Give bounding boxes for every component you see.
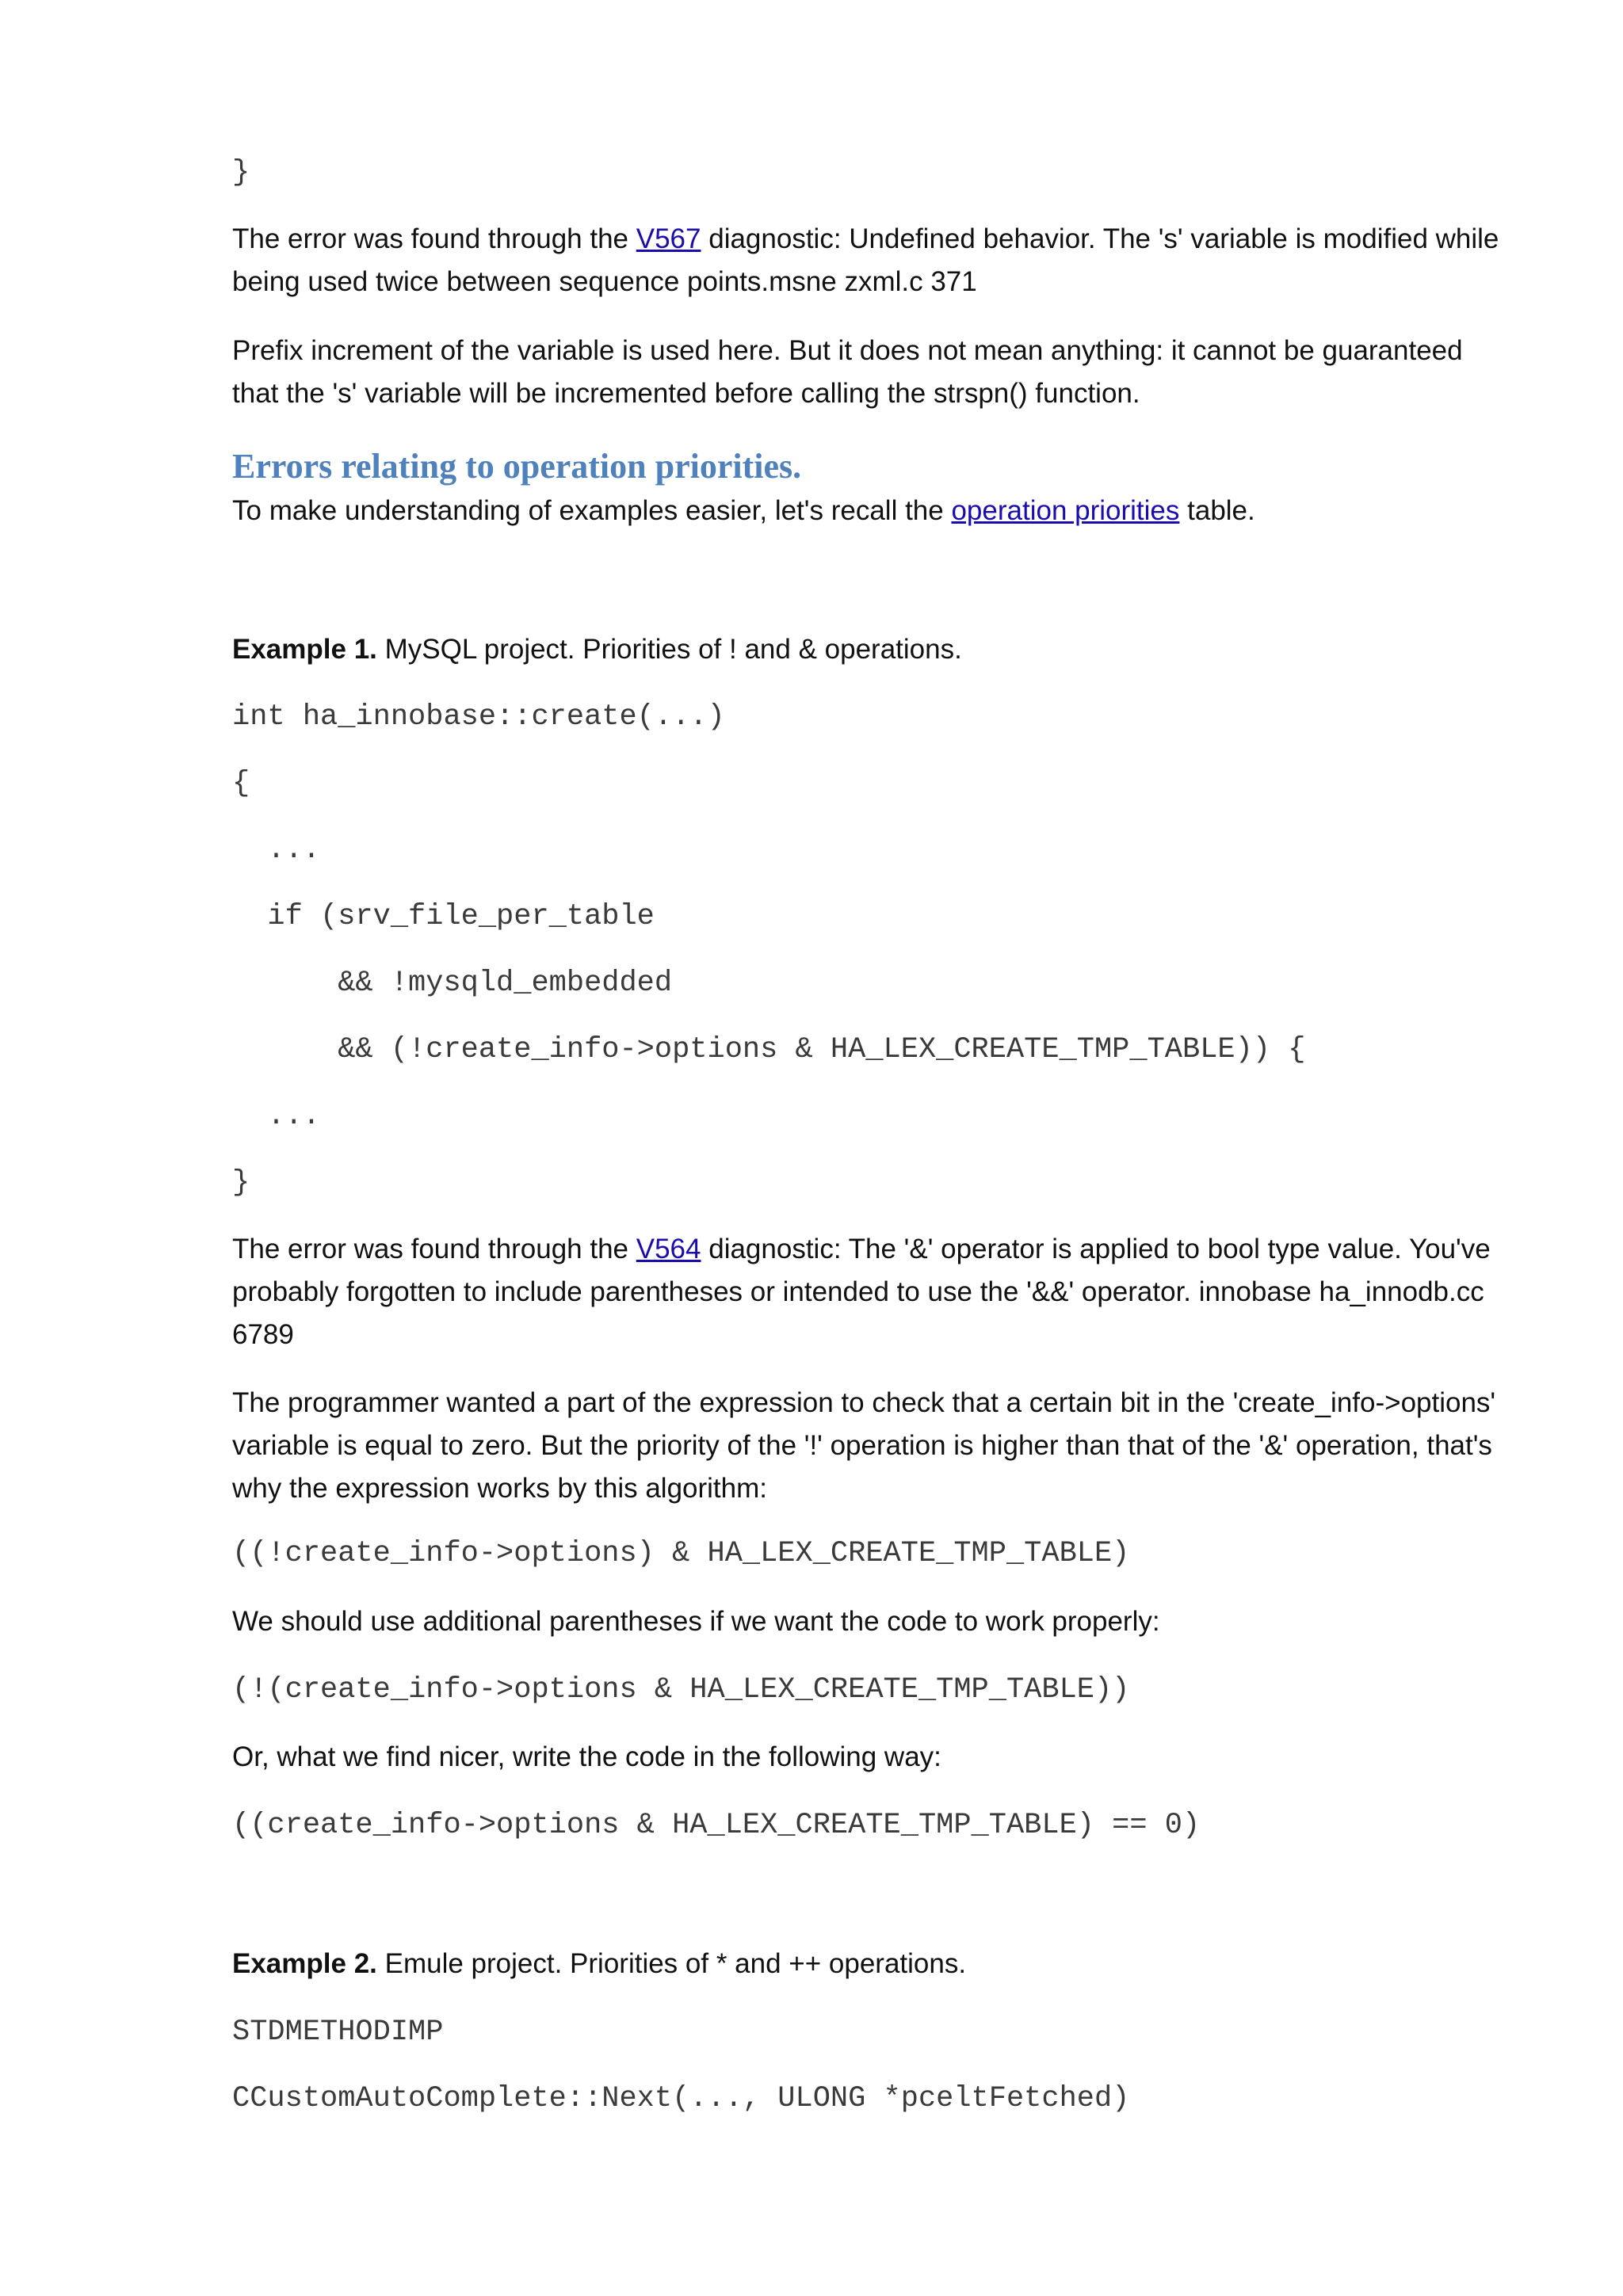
code-line: { [232, 767, 250, 800]
link-v564[interactable]: V564 [636, 1234, 701, 1264]
paragraph-text: diagnostic: Undefined behavior. The 's' variable is modified while being used twice between sequence points.msne zxml.c 371 [232, 223, 1499, 297]
example-1-label: Example 1. [232, 634, 377, 665]
paragraph-parentheses: We should use additional parentheses if we want the code to work properly: [232, 1606, 1160, 1637]
example-2-text: Emule project. Priorities of * and ++ operations. [376, 1948, 967, 1979]
code-fixed: (!(create_info->options & HA_LEX_CREATE_TMP_TABLE)) [232, 1673, 1130, 1707]
example-2-label: Example 2. [232, 1948, 377, 1979]
code-closing-brace: } [232, 156, 250, 189]
paragraph-text: diagnostic: The '&' operator is applied to bool type value. You've probably forgotten to include parentheses or intended to use the '&&' operator. innobase ha_innodb.cc 6789 [232, 1234, 1491, 1350]
paragraph-nicer: Or, what we find nicer, write the code in the following way: [232, 1741, 941, 1772]
code-algorithm: ((!create_info->options) & HA_LEX_CREATE_TMP_TABLE) [232, 1537, 1130, 1570]
code-line: int ha_innobase::create(...) [232, 700, 725, 734]
paragraph-v564 [232, 1228, 1516, 1356]
paragraph-text: The error was found through the [232, 1234, 636, 1264]
code-line: } [232, 1166, 250, 1199]
paragraph-v567 [232, 218, 1516, 303]
code-line: && !mysqld_embedded [232, 967, 673, 1000]
example-1-caption [232, 628, 1516, 671]
paragraph-text: The error was found through the [232, 223, 636, 254]
code-nicer: ((create_info->options & HA_LEX_CREATE_TMP_TABLE) == 0) [232, 1809, 1201, 1842]
example-1-text: MySQL project. Priorities of ! and & operations. [376, 634, 962, 665]
paragraph-text: table. [1179, 495, 1255, 526]
code-line: && (!create_info->options & HA_LEX_CREATE_TMP_TABLE)) { [232, 1033, 1306, 1066]
paragraph-explanation: The programmer wanted a part of the expression to check that a certain bit in the 'create_info->options' variable is equal to zero. But the priority of the '!' operation is higher than that of the '&' operation, that's why the expression works by this algorithm: [232, 1387, 1496, 1504]
link-operation-priorities[interactable]: operation priorities [951, 495, 1180, 526]
link-v567[interactable]: V567 [636, 223, 701, 254]
example-2-caption [232, 1943, 1516, 1985]
code-line: ... [232, 833, 321, 867]
code-line: STDMETHODIMP [232, 2016, 444, 2049]
code-line: if (srv_file_per_table [232, 900, 655, 933]
section-heading: Errors relating to operation priorities. [232, 447, 802, 486]
code-line: ... [232, 1100, 321, 1133]
paragraph-operation-priorities [232, 490, 1516, 532]
paragraph-prefix-increment: Prefix increment of the variable is used here. But it does not mean anything: it cannot be guaranteed that the 's' variable will be incremented before calling the strspn() function. [232, 335, 1463, 409]
paragraph-text: To make understanding of examples easier, let's recall the [232, 495, 952, 526]
code-line: CCustomAutoComplete::Next(..., ULONG *pceltFetched) [232, 2082, 1130, 2115]
